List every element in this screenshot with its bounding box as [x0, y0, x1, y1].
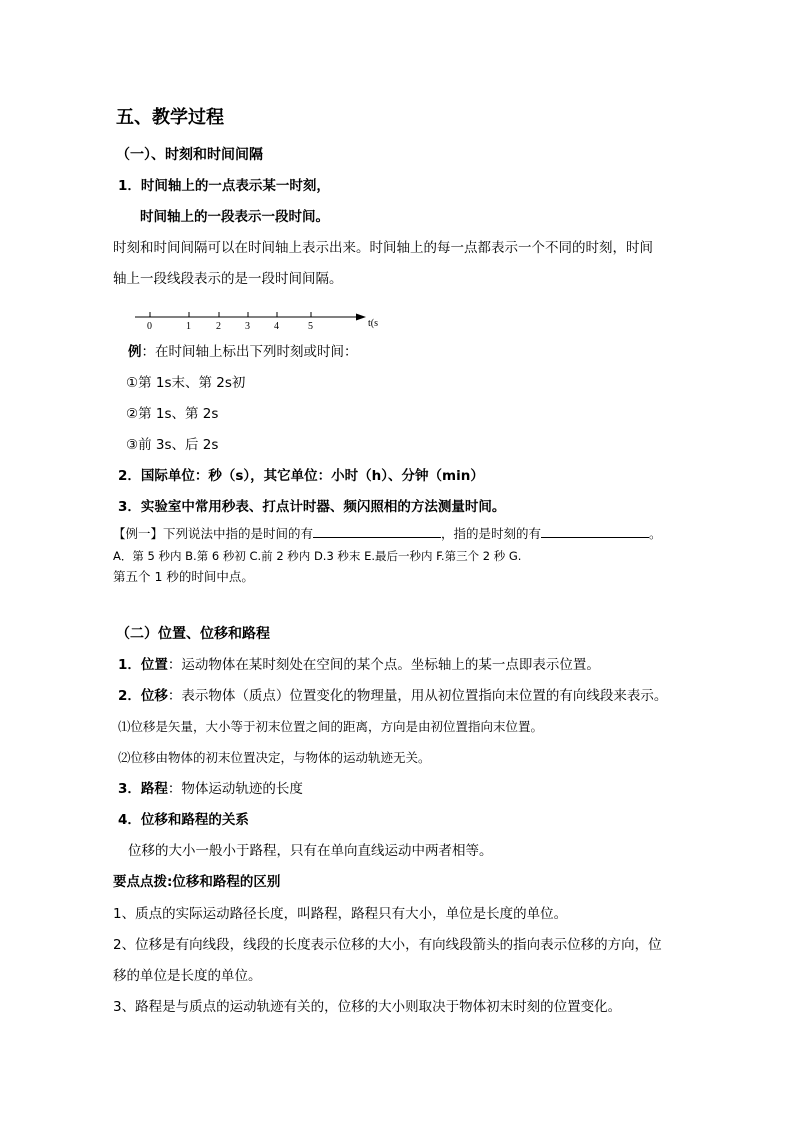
item-displacement	[118, 687, 667, 705]
subsection-title-displacement: （二）位置、位移和路程	[116, 626, 270, 642]
time-axis-arrowhead	[356, 314, 366, 321]
axis-tick-label-0: 0	[147, 321, 152, 332]
key-point-2-line-a: 2、位移是有向线段，线段的长度表示位移的大小，有向线段箭头的指向表示位移的方向，位	[113, 937, 662, 953]
time-axis-figure	[130, 303, 400, 335]
item-displacement-label: 2．位移	[118, 688, 168, 704]
key-point-2-line-b: 移的单位是长度的单位。	[113, 968, 262, 984]
item-position-label: 1．位置	[118, 657, 168, 673]
item-distance-label: 3．路程	[118, 781, 168, 797]
key-points-title: 要点点拨:位移和路程的区别	[113, 874, 281, 890]
item-relation-text: 位移的大小一般小于路程，只有在单向直线运动中两者相等。	[128, 843, 493, 859]
answer-blank-moment[interactable]	[541, 524, 649, 538]
displacement-note-2: ⑵位移由物体的初末位置决定，与物体的运动轨迹无关。	[118, 750, 431, 765]
key-point-3: 3、路程是与质点的运动轨迹有关的，位移的大小则取决于物体初末时刻的位置变化。	[113, 999, 622, 1015]
displacement-note-1: ⑴位移是矢量，大小等于初末位置之间的距离，方向是由初位置指向末位置。	[118, 719, 544, 734]
question-end: 。	[649, 526, 662, 541]
example-item-2: ②第 1s、第 2s	[126, 406, 219, 422]
axis-unit-label: t(s	[368, 318, 378, 329]
body-paragraph-line-2: 轴上一段线段表示的是一段时间间隔。	[113, 271, 343, 287]
point-1-line-a: 1．时间轴上的一点表示某一时刻，	[118, 178, 330, 194]
axis-tick-label-2: 2	[216, 321, 221, 332]
section-heading: 五、教学过程	[116, 107, 224, 128]
axis-tick-label-4: 4	[274, 321, 279, 332]
example-line	[128, 343, 358, 361]
answer-blank-time[interactable]	[313, 524, 441, 538]
item-relation-title: 4．位移和路程的关系	[118, 812, 249, 828]
example-item-3: ③前 3s、后 2s	[126, 437, 219, 453]
question-options-line-1: A．第 5 秒内 B.第 6 秒初 C.前 2 秒内 D.3 秒末 E.最后一秒内 F.第三个 2 秒 G.	[113, 549, 522, 563]
item-distance-text: ：物体运动轨迹的长度	[167, 781, 303, 797]
question-mid: ，指的是时刻的有	[441, 526, 542, 541]
body-paragraph-line-1: 时刻和时间间隔可以在时间轴上表示出来。时间轴上的每一点都表示一个不同的时刻，时间	[113, 240, 653, 256]
item-position-text: ：运动物体在某时刻处在空间的某个点。坐标轴上的某一点即表示位置。	[167, 657, 600, 673]
example-item-1: ①第 1s末、第 2s初	[126, 375, 246, 391]
example-label: 例	[128, 344, 142, 360]
example-text: ：在时间轴上标出下列时刻或时间：	[141, 344, 358, 360]
subsection-title-time: （一）、时刻和时间间隔	[116, 147, 263, 163]
point-1-line-b: 时间轴上的一段表示一段时间。	[140, 209, 329, 225]
question-prefix: 【例一】下列说法中指的是时间的有	[113, 526, 314, 541]
item-displacement-text: ：表示物体（质点）位置变化的物理量，用从初位置指向末位置的有向线段来表示。	[167, 688, 668, 704]
axis-tick-label-3: 3	[245, 321, 250, 332]
question-options-line-2: 第五个 1 秒的时间中点。	[113, 569, 254, 584]
item-distance	[118, 780, 303, 798]
question-line	[113, 524, 662, 543]
point-3-measurement: 3．实验室中常用秒表、打点计时器、频闪照相的方法测量时间。	[118, 499, 506, 515]
key-point-1: 1、质点的实际运动路径长度，叫路程，路程只有大小，单位是长度的单位。	[113, 906, 568, 922]
axis-tick-label-5: 5	[308, 321, 313, 332]
item-position	[118, 656, 600, 674]
axis-tick-label-1: 1	[186, 321, 191, 332]
point-2-units: 2．国际单位：秒（s），其它单位：小时（h）、分钟（min）	[118, 468, 484, 484]
